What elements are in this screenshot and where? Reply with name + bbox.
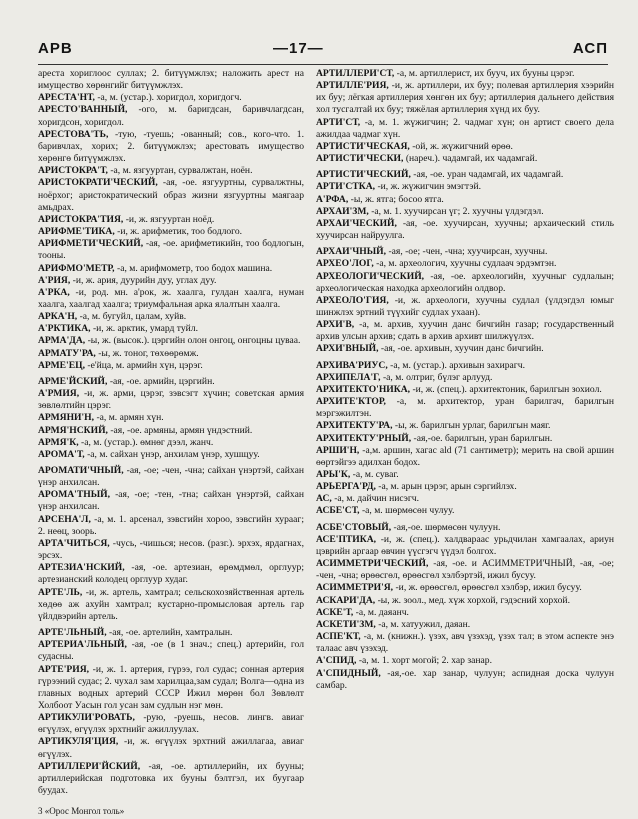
entry-headword: АРЕСТО'ВАННЫЙ, — [38, 104, 128, 116]
entry-definition: -ая, -ое. армийн, цэргийн. — [109, 375, 215, 387]
right-column — [316, 68, 614, 692]
dictionary-entry — [316, 141, 614, 153]
entry-definition: -и, ж. өгүүлэх эрхтний ажиллагаа, авиаг өгүүлэх. — [38, 736, 304, 760]
dictionary-entry — [38, 425, 304, 437]
dictionary-entry — [316, 595, 614, 607]
entry-headword: АРТЕЗИА'НСКИЙ, — [38, 562, 125, 574]
entry-headword: АРХАИ'ЧНЫЙ, — [316, 246, 387, 258]
entry-headword: АРЬЕРГА'РД, — [316, 481, 376, 493]
entry-headword: АСИММЕТРИ'ЧЕСКИЙ, — [316, 558, 429, 570]
dictionary-entry — [38, 335, 304, 347]
entry-definition: -а, м. (устар.). хоригдол, хоригдогч. — [97, 92, 242, 104]
dictionary-entry — [38, 311, 304, 323]
entry-headword: АРХАИ'ЧЕСКИЙ, — [316, 217, 397, 229]
entry-definition: -а, м. 1. хуучирсан үг; 2. хуучны үлдэгдэл. — [371, 205, 544, 217]
dictionary-entry — [316, 80, 614, 116]
entry-definition: -ая,-ое. барилгын, уран барилгын. — [413, 432, 553, 444]
entry-headword: АРТА'ЧИТЬСЯ, — [38, 537, 110, 549]
entry-definition: -и, ж. язгууртан ноёд. — [125, 213, 215, 225]
entry-headword: А'РКТИКА, — [38, 323, 91, 335]
dictionary-entry — [38, 587, 304, 623]
entry-definition: -ая, -ое. хуучирсан, хуучны; архаический стиль хуучирсан найруулга. — [316, 217, 614, 242]
entry-headword: АРСЕНА'Л, — [38, 513, 91, 525]
entry-definition: -а, м. шөрмөсөн чулуу. — [361, 505, 455, 517]
dictionary-entry — [38, 287, 304, 311]
entry-definition: -ая, -ое. артелийн, хамтралын. — [109, 627, 233, 639]
entry-definition: -ая, -ое. арифметикийн, тоо бодлогын, тооны. — [38, 238, 304, 262]
dictionary-entry — [38, 489, 304, 513]
entry-headword: АСКЕ'Т, — [316, 606, 354, 618]
dictionary-entry — [316, 246, 614, 258]
entry-definition: -тую, -туешь; -ованный; сов., кого-что. 1. баривчлах, хорих; 2. битүүмжлэх; арестовать имущество хөрөнгө битүүмжлэх. — [38, 128, 304, 165]
entry-definition: -ая, -ое; -чен, -чна; хуучирсан, хуучны. — [388, 246, 548, 258]
entry-headword: АРОМАТИ'ЧНЫЙ, — [38, 465, 124, 476]
entry-headword: А'РКА, — [38, 286, 70, 298]
dictionary-entry — [316, 206, 614, 218]
entry-headword: АРТЕ'РИЯ, — [38, 663, 90, 675]
entry-headword: АРТИСТИ'ЧЕСКАЯ, — [316, 140, 410, 152]
entry-definition: -а, м. (книжн.). үзэх, авч үзэхэд, үзэх тал; в этом аспекте энэ талаас авч үзэхэд. — [316, 631, 614, 655]
dictionary-entry — [316, 343, 614, 355]
dictionary-entry — [38, 538, 304, 562]
dictionary-entry — [316, 194, 614, 206]
dictionary-entry — [316, 360, 614, 372]
header-right-guideword: АСП — [572, 40, 608, 57]
entry-headword: АРХИТЕКТУ'РНЫЙ, — [316, 432, 412, 444]
dictionary-entry — [316, 445, 614, 469]
dictionary-entry — [38, 92, 304, 104]
entry-definition: -ы, ж. ятга; босоо ятга. — [350, 193, 444, 205]
dictionary-entry — [316, 534, 614, 558]
page-header — [38, 40, 608, 64]
entry-headword: АРКА'Н, — [38, 311, 78, 323]
entry-definition: -и, ж. (спец.). архитектоник, барилгын зохиол. — [412, 383, 602, 395]
entry-headword: А'РФА, — [316, 193, 349, 205]
entry-headword: АРМЕ'ЕЦ, — [38, 359, 85, 371]
entry-definition: -ая, -ое; -тен, -тна; сайхан үнэртэй, сайхан үнэр анхилсан. — [38, 489, 304, 513]
entry-definition: -а, м. артиллерист, их бууч, их бууны цэрэг. — [396, 68, 575, 79]
dictionary-entry — [316, 582, 614, 594]
entry-headword: АРТЕ'ЛЬНЫЙ, — [38, 627, 107, 639]
entry-headword: АСЕ'ПТИКА, — [316, 533, 377, 545]
entry-definition: -ая,-ое. шөрмөсөн чулуун. — [393, 521, 501, 533]
dictionary-entry — [38, 165, 304, 177]
entry-definition: -а, м. архив, хуучин данс бичгийн газар; государственный архив улсын архив; сдать в архив архивт шилжүүлэх. — [316, 319, 614, 343]
dictionary-entry — [38, 263, 304, 275]
entry-headword: АРХАИ'ЗМ, — [316, 205, 369, 217]
dictionary-entry — [316, 631, 614, 655]
entry-definition: -а, м. хатуужил, даяан. — [378, 618, 471, 630]
dictionary-entry — [316, 181, 614, 193]
dictionary-entry — [38, 639, 304, 663]
dictionary-entry — [38, 437, 304, 449]
entry-definition: -а, м. арифмометр, тоо бодох машина. — [117, 262, 273, 274]
entry-definition: -и, ж. арми, цэрэг, зэвсэгт хүчин; советская армия зөвлөлтийн цэрэг. — [38, 388, 305, 412]
entry-definition: -и, ж. (спец.). халдвараас урьдчилан хамгаалах, ариун цэврийн аргаар өвчин үүсгэгч үүдэл болгох. — [316, 533, 614, 557]
entry-definition: -а,м. аршин, хагас ald (71 сантиметр); мерить на свой аршин өөртэйгээ адилхан бодох. — [316, 444, 614, 468]
entry-headword: АРИФМЕ'ТИКА, — [38, 226, 115, 238]
entry-headword: АРШИ'Н, — [316, 444, 360, 456]
dictionary-entry — [38, 664, 304, 713]
entry-definition: -а, м. бугуйл, цалам, хуйв. — [79, 311, 187, 323]
dictionary-entry — [38, 412, 304, 424]
dictionary-entry — [316, 607, 614, 619]
entry-headword: АРИСТОКРА'Т, — [38, 165, 108, 177]
dictionary-entry — [38, 323, 304, 335]
entry-definition: -а, м. 1. жүжигчин; 2. чадмаг хүн; он артист своего дела ажилдаа чадмаг хүн. — [316, 116, 614, 140]
dictionary-entry — [38, 104, 304, 128]
entry-headword: АРТЕРИА'ЛЬНЫЙ, — [38, 639, 127, 651]
entry-definition: -и, род. мн. а'рок, ж. хаалга, гулдан хаалга, нуман хаалга, хаалгад хаалга; триумфальная арка ялалтын хаалга. — [38, 286, 305, 310]
dictionary-entry — [38, 238, 304, 262]
dictionary-entry — [316, 493, 614, 505]
entry-definition: -е'йца, м. армийн хүн, цэрэг. — [87, 359, 203, 371]
entry-definition: -ого, м. баригдсан, баривчлагдсан, хоригдсон, хоригдол. — [38, 104, 304, 128]
entry-headword: АРМЯ'К, — [38, 436, 79, 448]
entry-definition: -ы, ж. (высок.). цэргийн олон онгоц, онгоцны цуваа. — [87, 335, 301, 347]
entry-headword: АРИФМО'МЕТР, — [38, 262, 115, 274]
entry-definition: -ая, -ое; -чен, -чна; сайхан үнэртэй, сайхан үнэр анхилсан. — [38, 465, 304, 489]
entry-definition: -а, м. арын цэрэг, арын сэргийлэх. — [378, 481, 517, 493]
entry-headword: АСИММЕТРИ'Я, — [316, 582, 394, 594]
entry-definition: -ы, ж. тоног, төхөөрөмж. — [98, 347, 199, 359]
header-left-guideword: АРВ — [38, 40, 73, 57]
dictionary-entry — [38, 376, 304, 388]
entry-definition: -и, ж. 1. артерия, гүрээ, гол судас; сонная артерия гүрээний судас; 2. чухал зам харилцаа,зам судал; Волга—одна из главных водных артерий СССР Ижил мөрөн бол Зөвлөлт Холбоот Уасын гол усан зам судлын нэг мөн. — [38, 663, 305, 711]
left-column — [38, 68, 304, 817]
entry-definition: -а, м. археологич, хуучны судлаач эрдэмтэн. — [376, 258, 557, 270]
entry-definition: -и, ж. арктик, умард туйл. — [92, 323, 198, 335]
entry-headword: АРИСТОКРА'ТИЯ, — [38, 213, 124, 225]
dictionary-entry — [316, 271, 614, 295]
dictionary-entry — [38, 712, 304, 736]
entry-headword: АРТИЛЛЕРИ'ЙСКИЙ, — [38, 760, 141, 772]
entry-headword: АРМА'ДА, — [38, 335, 86, 347]
entry-headword: АРТИЛЛЕРИ'СТ, — [316, 68, 395, 79]
entry-definition: -ая, -ое. язгууртны, сурвалжтны, ноёрхог; аристократический образ жизни язгууртны маягаар амьдрах. — [38, 177, 304, 213]
dictionary-entry — [316, 396, 614, 420]
dictionary-entry — [38, 348, 304, 360]
entry-headword: АРХИВА'РИУС, — [316, 359, 388, 371]
entry-definition: -чусь, -чишься; несов. (разг.). эрхэх, ярдагнах, эрсэх. — [38, 537, 304, 562]
entry-definition: -рую, -руешь, несов. лингв. авиаг өгүүлэх, өгүүлэх эрхтнийг ажиллуулах. — [38, 712, 304, 736]
dictionary-entry — [38, 514, 304, 538]
entry-headword: АРХИТЕ'КТОР, — [316, 396, 386, 408]
dictionary-entry — [38, 214, 304, 226]
entry-definition: -а, м. сайхан үнэр, анхилам үнэр, хушщуу. — [87, 448, 260, 460]
entry-definition: -а, м. даяанч. — [355, 606, 409, 618]
dictionary-entry — [316, 469, 614, 481]
dictionary-entry — [38, 226, 304, 238]
dictionary-entry — [38, 465, 304, 489]
entry-definition: -ы, ж. зоол., мед. хүж хорхой, гэдэсний хорхой. — [377, 594, 570, 606]
dictionary-entry — [38, 275, 304, 287]
dictionary-entry — [316, 372, 614, 384]
entry-headword: А'СПИД, — [316, 655, 357, 667]
entry-definition: -и, ж. арифметик, тоо бодлого. — [117, 226, 243, 238]
dictionary-entry — [316, 258, 614, 270]
entry-definition: -и, ж. жүжигчин эмэгтэй. — [377, 181, 481, 193]
dictionary-entry — [316, 433, 614, 445]
entry-headword: А'РМИЯ, — [38, 388, 80, 400]
entry-definition: -а, м. дайчин нисэгч. — [334, 493, 419, 505]
entry-headword: АРЫ'К, — [316, 469, 351, 480]
entry-headword: АРХИ'ВНЫЙ, — [316, 343, 379, 355]
dictionary-entry — [316, 117, 614, 141]
entry-definition: -а, м. 1. хорт могой; 2. хар занар. — [358, 655, 492, 667]
dictionary-entry — [316, 319, 614, 343]
dictionary-entry — [316, 153, 614, 165]
entry-definition: -ая, -ое (в 1 знач.; спец.) артерийн, гол судасны. — [38, 639, 305, 663]
entry-definition: -а, м. архитектор, уран барилгач, барилгын мэргэжилтэн. — [316, 396, 614, 420]
entry-headword: АРЕСТОВА'ТЬ, — [38, 128, 109, 140]
entry-headword: АРХЕОЛОГИ'ЧЕСКИЙ, — [316, 270, 425, 282]
entry-headword: АСБЕ'СТОВЫЙ, — [316, 521, 392, 533]
entry-headword: АСКЕТИ'ЗМ, — [316, 618, 376, 630]
entry-headword: АРМАТУ'РА, — [38, 347, 96, 359]
dictionary-entry — [38, 562, 304, 586]
dictionary-entry — [316, 384, 614, 396]
entry-definition: -ая, -ое. археологийн, хуучныг судлалын; археологическая находка археологийн олдвор. — [316, 270, 615, 294]
entry-headword: АРОМА'ТНЫЙ, — [38, 489, 110, 501]
dictionary-entry — [316, 522, 614, 534]
entry-definition: -ая, -ое. уран чадамгай, их чадамгай. — [413, 169, 564, 181]
dictionary-entry — [38, 627, 304, 639]
entry-definition: -и, ж. ария, дуурийн дуу, углах дуу. — [72, 274, 217, 286]
dictionary-entry — [38, 736, 304, 760]
dictionary-entry — [316, 420, 614, 432]
dictionary-entry — [316, 558, 614, 582]
entry-headword: АСПЕ'КТ, — [316, 631, 361, 643]
dictionary-entry — [38, 68, 304, 92]
entry-headword: АРТИСТИ'ЧЕСКИ, — [316, 153, 404, 165]
entry-headword: АРМЕ'ЙСКИЙ, — [38, 375, 108, 387]
header-rule — [38, 64, 608, 65]
dictionary-entry — [316, 295, 614, 319]
entry-headword: АРТИ'СТКА, — [316, 181, 376, 193]
dictionary-entry — [316, 169, 614, 181]
entry-headword: АСКАРИ'ДА, — [316, 594, 376, 606]
entry-definition: -и, ж. артиллери, их буу; полевая артиллерия хээрийн их буу; лёгкая артиллерия хөнгөн их буу; артиллерия дальнего действия хол тусгалтай их буу; тяжёлая артиллерия хүнд их буу. — [316, 80, 614, 116]
dictionary-entry — [316, 481, 614, 493]
entry-headword: АРМЯНИ'Н, — [38, 412, 95, 424]
entry-headword: АС, — [316, 493, 332, 505]
entry-definition: -а, м. суваг. — [352, 469, 399, 480]
dictionary-entry — [38, 360, 304, 372]
entry-definition: -и, ж. өрөөсгөл, өрөөсгөл хэлбэр, ижил бусуу. — [395, 582, 582, 594]
entry-headword: АРХИПЕЛА'Г, — [316, 371, 381, 383]
dictionary-entry — [38, 388, 304, 412]
dictionary-entry — [316, 505, 614, 517]
entry-headword: АРТИ'СТ, — [316, 116, 361, 128]
dictionary-entry — [316, 668, 614, 692]
entry-definition: -а, м. язгууртан, сурвалжтан, ноён. — [110, 165, 253, 177]
entry-headword: АРХЕОЛО'ГИЯ, — [316, 294, 389, 306]
entry-headword: АРХИТЕКТУ'РА, — [316, 420, 393, 432]
footnote: 3 «Орос Монгол толь» — [38, 806, 125, 817]
entry-definition: -ы, ж. барилгын урлаг, барилгын маяг. — [394, 420, 551, 432]
dictionary-entry — [38, 177, 304, 213]
entry-definition: -а, м. олтриг, бүлэг арлууд. — [382, 371, 493, 383]
dictionary-entry — [316, 655, 614, 667]
entry-headword: АРХИТЕКТО'НИКА, — [316, 383, 411, 395]
dictionary-entry — [316, 218, 614, 242]
entry-definition: (нареч.). чадамгай, их чадамгай. — [405, 153, 538, 165]
dictionary-entry — [316, 68, 614, 80]
entry-headword: А'СПИДНЫЙ, — [316, 667, 381, 679]
entry-definition: -ая, -ое. артезиан, өрөмдмөл, орглуур; артезианский колодец орглуур худаг. — [38, 562, 304, 586]
dictionary-entry — [38, 449, 304, 461]
entry-headword: А'РИЯ, — [38, 274, 71, 286]
entry-headword: АРТИКУЛИ'РОВАТЬ, — [38, 712, 135, 724]
entry-definition: ареста хориглоос суллах; 2. битүүмжлэх; наложить арест на имущество хөрөнгийг битүүмжлэх. — [38, 68, 304, 92]
entry-headword: АРТЕ'ЛЬ, — [38, 586, 83, 598]
entry-definition: -ая,-ое. хар занар, чулуун; аспидная доска чулуун самбар. — [316, 667, 614, 691]
entry-definition: -ая, -ое. архивын, хуучин данс бичгийн. — [380, 343, 544, 355]
entry-headword: АРОМА'Т, — [38, 448, 85, 460]
entry-definition: -и, ж. археологи, хуучны судлал (үлдэгдэл юмыг шинжлэх эртний түүхийг судлах ухаан). — [316, 294, 614, 318]
entry-headword: АРМЯ'НСКИЙ, — [38, 424, 108, 436]
entry-definition: -а, м. армян хүн. — [96, 412, 164, 424]
entry-definition: -ая, -ое. артиллерийн, их бууны; артиллерийская подготовка их бууны бэлтгэл, их буугаар буудах. — [38, 760, 304, 797]
page-number: —17— — [273, 40, 324, 57]
entry-headword: АРТИКУЛЯ'ЦИЯ, — [38, 736, 119, 748]
entry-definition: -а, м. 1. арсенал, зэвсгийн хороо, зэвсгийн хурааг; 2. неөц, зоорь. — [38, 513, 304, 537]
entry-definition: -ая, -ое. и АСИММЕТРИ'ЧНЫЙ, -ая, -ое; -чен, -чна; өрөөсгөл, өрөөсгөл хэлбэртэй, ижил бусуу. — [316, 558, 614, 582]
entry-headword: АРХЕО'ЛОГ, — [316, 258, 374, 270]
entry-headword: АРИСТОКРАТИ'ЧЕСКИЙ, — [38, 177, 158, 189]
entry-definition: -ая, -ое. армяны, армян үндэстний. — [110, 424, 253, 436]
dictionary-entry — [38, 129, 304, 165]
entry-headword: АРИФМЕТИ'ЧЕСКИЙ, — [38, 238, 144, 250]
entry-headword: АСБЕ'СТ, — [316, 505, 360, 517]
dictionary-entry — [316, 619, 614, 631]
entry-definition: -а, м. (устар.). архивын захирагч. — [390, 359, 525, 371]
entry-definition: -и, ж. артель, хамтрал; сельскохозяйственная артель хөдөө аж ахуйн хамтрал; кустарно-промысловая артель гар үйлдвэрийн артель. — [38, 586, 304, 622]
entry-headword: АРЕСТА'НТ, — [38, 92, 95, 104]
entry-headword: АРТИЛЛЕ'РИЯ, — [316, 80, 389, 92]
entry-headword: АРТИСТИ'ЧЕСКИЙ, — [316, 169, 411, 181]
entry-definition: -а, м. (устар.). өмнөг дээл, жанч. — [81, 436, 214, 448]
entry-headword: АРХИ'В, — [316, 319, 355, 331]
dictionary-entry — [38, 761, 304, 797]
entry-definition: -ой, ж. жүжигчний өрөө. — [412, 140, 513, 152]
